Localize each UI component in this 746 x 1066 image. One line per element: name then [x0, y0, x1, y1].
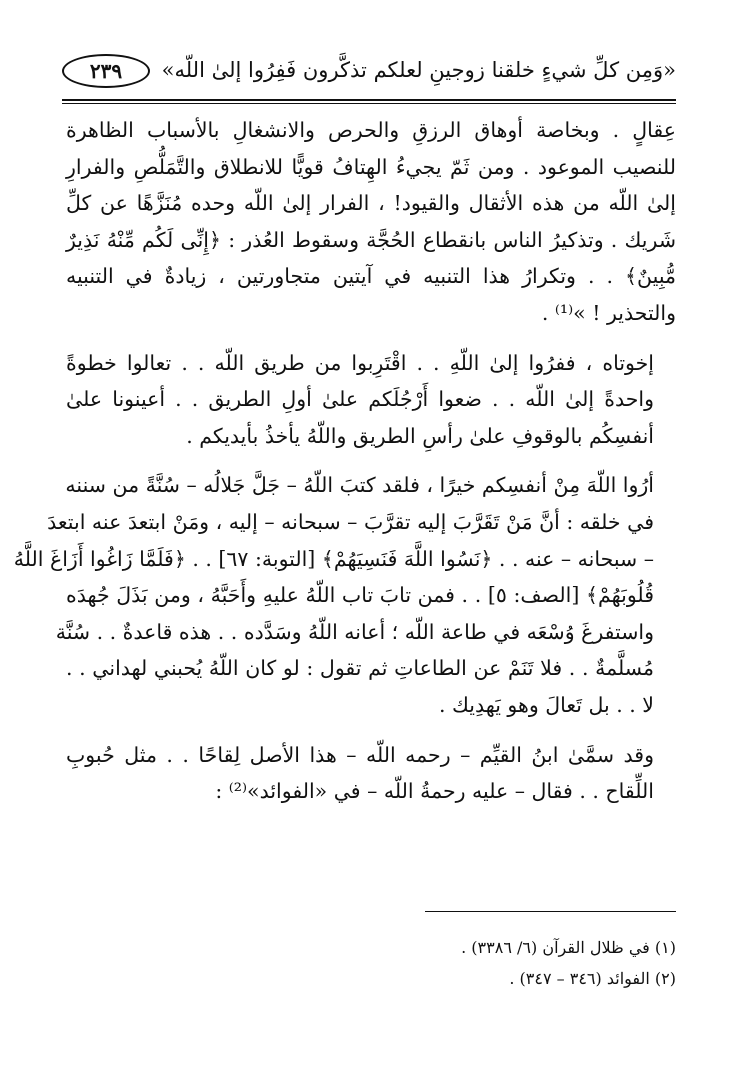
text-line: واحدةً إلىٰ اللّه . . ضعوا أَرْجُلَكم علىٰ أولِ الطريق . . أعينونا علىٰ: [66, 387, 654, 412]
text-line: أرُوا اللّهَ مِنْ أنفسِكم خيرًا ، فلقد كتبَ اللّهُ – جَلَّ جَلالُه – سُنَّةً من سننه: [65, 473, 654, 498]
footnotes: [70, 932, 676, 994]
text-line: في خلقه : أنَّ مَنْ تَقَرَّبَ إليه تقرَّبَ – سبحانه – إليه ، ومَنْ ابتعدَ عنه ابتعدَ: [47, 509, 654, 534]
text-line: – سبحانه – عنه . . ﴿نَسُوا اللَّهَ فَنَسِيَهُمْ﴾ [التوبة: ٦٧] . . ﴿فَلَمَّا زَاغُوا أَزَاغَ اللَّهُ: [13, 546, 654, 571]
page-number: ٢٣٩: [62, 54, 150, 88]
text-line: إخوتاه ، ففرُوا إلىٰ اللّهِ . . اقْتَرِبوا من طريق اللّه . . تعالوا خطوةً: [66, 350, 654, 375]
text-line: والتحذير ! »⁽¹⁾ .: [541, 300, 676, 325]
text-line: واستفرغَ وُسْعَه في طاعة اللّه ؛ أعانه اللّهُ وسَدَّده . . هذه قاعدةٌ . . سُنَّة: [55, 619, 654, 644]
text-line: شَريك . وتذكيرُ الناس بانقطاع الحُجَّة وسقوط العُذر : ﴿إِنِّى لَكُم مِّنْهُ نَذِيرٌ: [66, 227, 676, 252]
text-line: أنفسِكُم بالوقوفِ علىٰ رأسِ الطريق واللّهُ يأخذُ بأيديكم .: [186, 423, 654, 448]
text-line: قُلُوبَهُمْ﴾ [الصف: ٥] . . فمن تابَ تاب اللّهُ عليهِ وأَحَبَّهُ ، ومن بَذَلَ جُهدَه: [66, 583, 654, 608]
text-line: اللِّقاح . . فقال – عليه رحمةُ اللّه – في «الفوائد»⁽²⁾ :: [215, 779, 654, 804]
paragraph-4: [66, 737, 676, 810]
header-rule-thin: [62, 103, 676, 104]
paragraph-1: [66, 112, 676, 332]
footnote-2: (٢) الفوائد (٣٤٦ – ٣٤٧) .: [509, 969, 676, 988]
text-line: عِقالٍ . وبخاصة أوهاق الرزقِ والحرص والانشغالِ بالأسباب الظاهرة: [66, 118, 676, 142]
text-line: لا . . بل تَعالَ وهو يَهدِيك .: [438, 692, 654, 717]
footnote-1: (١) في ظلال القرآن (٦/ ٣٣٨٦) .: [461, 938, 676, 957]
paragraph-2: [66, 345, 676, 455]
text-line: مُّبِينٌ﴾ . . وتكرارُ هذا التنبيه في آيتين متجاورتين ، زيادةٌ في التنبيه: [66, 264, 676, 289]
running-header: [62, 52, 676, 96]
paragraph-3: [13, 467, 676, 723]
text-line: إلىٰ اللّه من هذه الأثقال والقيود! ، الفرار إلىٰ اللّه وحده مُنَزَّهًا عن كلِّ: [66, 191, 676, 216]
body-text: [13, 112, 676, 810]
text-line: للنصيب الموعود . ومن ثَمّ يجيءُ الهِتافُ قويًّا للانطلاق والتَّمَلُّصِ والفرارِ: [66, 154, 676, 179]
header-rule: [62, 99, 676, 101]
running-title: «وَمِن كلِّ شيءٍ خلقنا زوجينِ لعلكم تذكَّرون فَفِرُوا إلىٰ اللّه»: [161, 58, 676, 82]
text-line: وقد سمَّىٰ ابنُ القيِّم – رحمه اللّه – هذا الأصل لِقاحًا . . مثل حُبوبِ: [66, 742, 654, 767]
footnote-separator: [425, 911, 676, 912]
text-line: مُسلَّمةٌ . . فلا تَنَمْ عن الطاعاتِ ثم تقول : لو كان اللّهُ يُحبني لهداني . .: [66, 656, 654, 681]
